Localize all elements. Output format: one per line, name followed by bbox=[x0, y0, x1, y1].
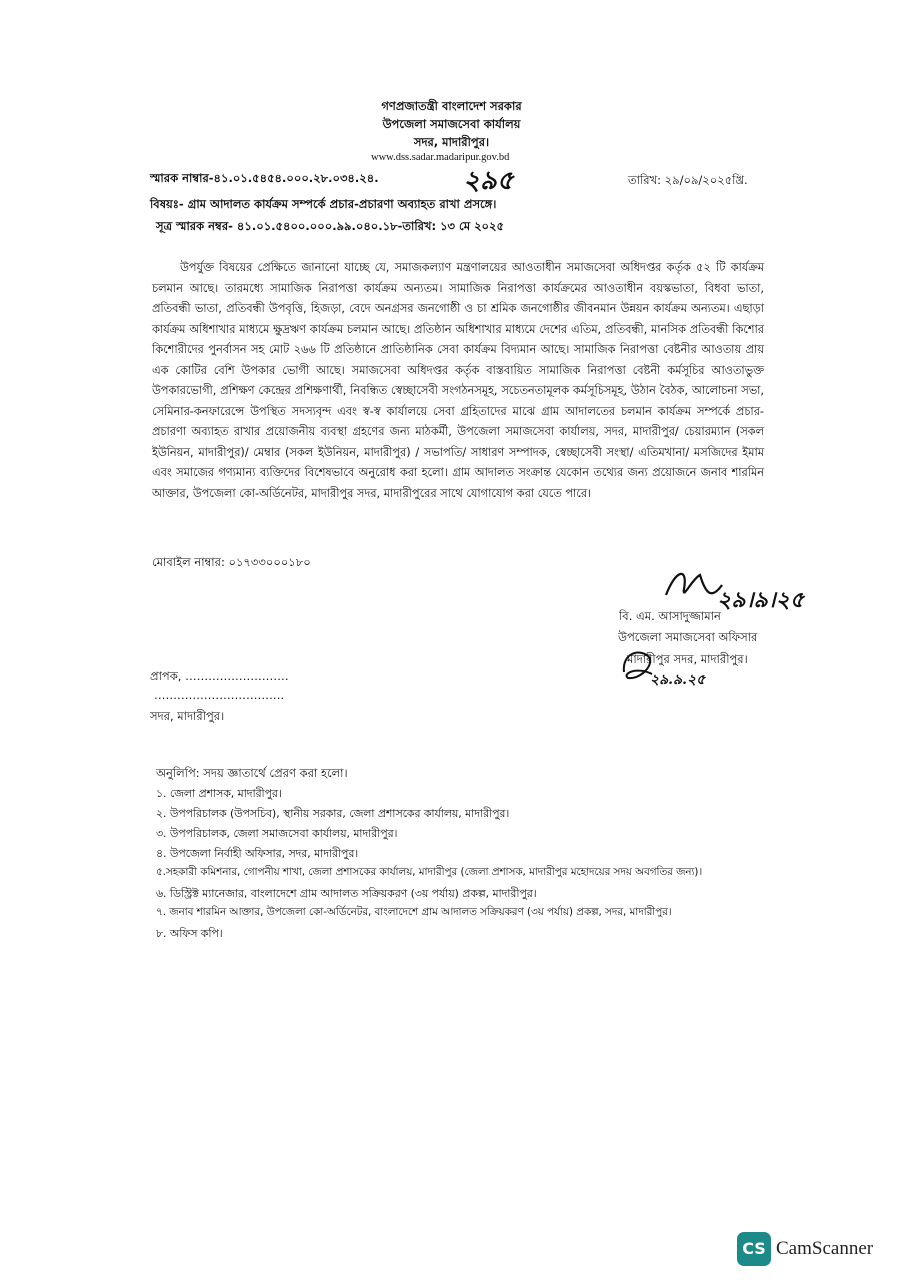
office-name: উপজেলা সমাজসেবা কার্যালয় bbox=[382, 117, 521, 131]
subject-line: বিষয়ঃ- গ্রাম আদালত কার্যক্রম সম্পর্কে প্রচার-প্রচারণা অব্যাহত রাখা প্রসঙ্গে। bbox=[150, 197, 497, 211]
copy-item: ৭. জনাব শারমিন আক্তার, উপজেলা কো-অর্ডিনেটর, বাংলাদেশে গ্রাম আদালত সক্রিয়করণ (৩য় পর্যায়) প্রকল্প, সদর, মাদারীপুর। bbox=[156, 906, 672, 918]
signatory-designation: উপজেলা সমাজসেবা অফিসার bbox=[618, 630, 758, 644]
mobile-number: মোবাইল নাম্বার: ০১৭৩৩০০০১৮০ bbox=[152, 555, 311, 569]
copy-item: ৩. উপপরিচালক, জেলা সমাজসেবা কার্যালয়, মাদারীপুর। bbox=[156, 827, 398, 840]
handwritten-memo-number: ২৯৫ bbox=[463, 166, 514, 196]
copy-item: ৬. ডিস্ট্রিক্ট ম্যানেজার, বাংলাদেশে গ্রাম আদালত সক্রিয়করণ (৩য় পর্যায়) প্রকল্প, মাদারীপুর। bbox=[156, 887, 537, 900]
stamp-date: ২৯.৯.২৫ bbox=[650, 672, 706, 688]
body-text: উপর্যুক্ত বিষয়ের প্রেক্ষিতে জানানো যাচ্ছে যে, সমাজকল্যাণ মন্ত্রণালয়ের আওতাধীন সমাজসেবা অধিদপ্তর কর্তৃক ৫২ টি কার্যক্রম চলমান আছে। তারমধ্যে সামাজিক নিরাপত্তা কার্যক্রম অন্যতম। সামাজিক নিরাপত্তা কার্যক্রমের আওতাধীন বয়স্কভাতা, বিধবা ভাতা, প্রতিবন্ধী ভাতা, প্রতিবন্ধী উপবৃত্তি, হিজড়া, বেদে অনগ্রসর জনগোষ্ঠী ও চা শ্রমিক জনগোষ্ঠীর জীবনমান উন্নয়ন কার্যক্রম অন্যতম। এছাড়া কার্যক্রম অধিশাখার মাধ্যমে ক্ষুদ্রঋণ কার্যক্রম চলমান আছে। প্রতিষ্ঠান অধিশাখার মাধ্যমে দেশের এতিম, প্রতিবন্ধী, মানসিক প্রতিবন্ধী কিশোর কিশোরীদের পুনর্বাসন সহ মোট ২৬৬ টি প্রতিষ্ঠানে প্রাতিষ্ঠানিক সেবা কার্যক্রম বিদ্যমান আছে। সামাজিক নিরাপত্তা বেষ্টনীর আওতায় প্রায় এক কোটির বেশি উপকার ভোগী আছে। সমাজসেবা অধিদপ্তর কর্তৃক বাস্তবায়িত সামাজিক নিরাপত্তা বেষ্টনী কর্মসূচির আওতাভুক্ত উপকারভোগী, প্রশিক্ষণ কেন্দ্রের প্রশিক্ষণার্থী, নিবন্ধিত স্বেচ্ছাসেবী সংগঠনসমূহ, সচেতনতামূলক কর্মসূচিসমূহ, উঠান বৈঠক, আলোচনা সভা, সেমিনার-কনফারেন্সে উপস্থিত সদস্যবৃন্দ এবং স্ব-স্ব কার্যালয়ে সেবা গ্রহিতাদের মাঝে গ্রাম আদালতের চলমান কার্যক্রম সম্পর্কে প্রচার-প্রচারণা অব্যাহত রাখার প্রয়োজনীয় ব্যবস্থা গ্রহণের জন্য মাঠকর্মী, উপজেলা সমাজসেবা কার্যালয়, সদর, মাদারীপুর/ চেয়ারম্যান (সকল ইউনিয়ন, মাদারীপুর)/ মেম্বার (সকল ইউনিয়ন, মাদারীপুর) / সভাপতি/ সাধারণ সম্পাদক, স্বেচ্ছাসেবী সংস্থা/ এতিমখানা/ মসজিদের ইমাম এবং সমাজের গণ্যমান্য ব্যক্তিদের বিশেষভাবে অনুরোধ করা হলো। গ্রাম আদালত সংক্রান্ত যেকোন তথ্যের জন্য প্রয়োজনে জনাব শারমিন আক্তার, উপজেলা কো-অর্ডিনেটর, মাদারীপুর সদর, মাদারীপুরের সাথে যোগাযোগ করা যেতে পারে। bbox=[152, 261, 764, 500]
memo-date: তারিখ: ২৯/০৯/২০২৫খ্রি. bbox=[628, 173, 748, 187]
website: www.dss.sadar.madaripur.gov.bd bbox=[371, 152, 510, 163]
office-location: সদর, মাদারীপুর। bbox=[413, 135, 490, 149]
copy-item: ৪. উপজেলা নির্বাহী অফিসার, সদর, মাদারীপুর। bbox=[156, 847, 359, 860]
camscanner-watermark: CamScanner bbox=[776, 1238, 874, 1259]
copy-intro: অনুলিপি: সদয় জ্ঞাতার্থে প্রেরণ করা হলো। bbox=[156, 766, 348, 780]
signatory-location: মাদারীপুর সদর, মাদারীপুর। bbox=[627, 652, 748, 666]
body-paragraph bbox=[152, 258, 764, 504]
copy-item: ১. জেলা প্রশাসক, মাদারীপুর। bbox=[156, 787, 282, 800]
copy-item: ২. উপপরিচালক (উপসচিব), স্থানীয় সরকার, জেলা প্রশাসকের কার্যালয়, মাদারীপুর। bbox=[156, 807, 510, 820]
copy-item: ৫.সহকারী কমিশনার, গোপনীয় শাখা, জেলা প্রশাসকের কার্যালয়, মাদারীপুর (জেলা প্রশাসক, মাদারীপুর মহোদয়ের সদয় অবগতির জন্য)। bbox=[156, 866, 703, 878]
reference-line: সূত্র স্মারক নম্বর- ৪১.০১.৫৪০০.০০০.৯৯.০৪০.১৮-তারিখ: ১৩ মে ২০২৫ bbox=[156, 219, 504, 233]
copy-item: ৮. অফিস কপি। bbox=[156, 927, 223, 940]
recipient-location: সদর, মাদারীপুর। bbox=[150, 709, 225, 723]
camscanner-logo-icon: CS bbox=[737, 1232, 771, 1266]
recipient-dots: ……………………………. bbox=[154, 688, 285, 702]
memo-number: স্মারক নাম্বার-৪১.০১.৫৪৫৪.০০০.২৮.০৩৪.২৪. bbox=[150, 171, 379, 185]
government-title: গণপ্রজাতন্ত্রী বাংলাদেশ সরকার bbox=[381, 99, 522, 113]
handwritten-signature-date: ২৯।৯।২৫ bbox=[717, 587, 805, 613]
recipient-label: প্রাপক, ……………………… bbox=[150, 669, 289, 683]
signatory-name: বি. এম. আসাদুজ্জামান bbox=[619, 609, 721, 623]
